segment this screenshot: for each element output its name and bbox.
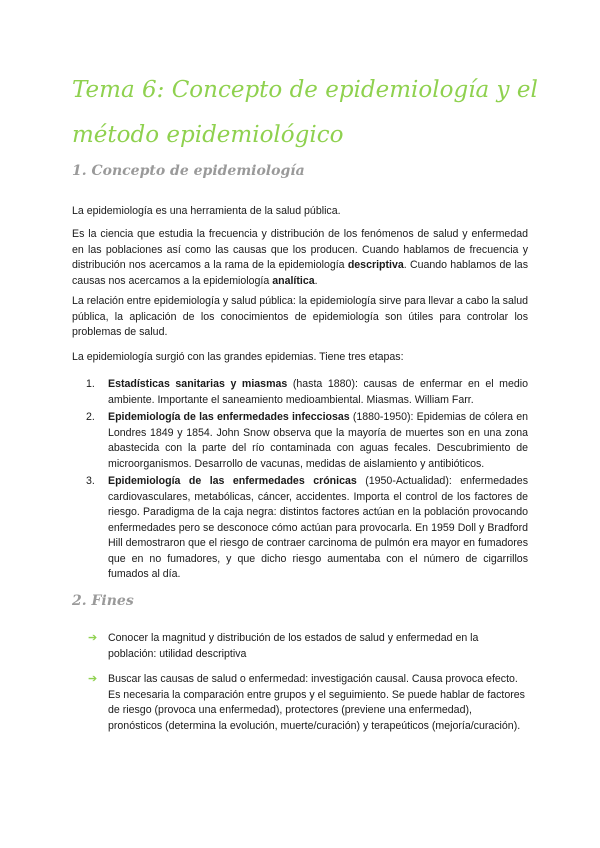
definition-bold-analitica: analítica — [272, 274, 315, 287]
stage-number: 2. — [86, 411, 95, 423]
fines-item — [72, 631, 528, 662]
section-heading-concepto: 1. Concepto de epidemiología — [72, 163, 305, 179]
fines-item-text: Conocer la magnitud y distribución de los estados de salud y enfermedad en la población: utilidad descriptiva — [108, 632, 479, 660]
stage-title: Estadísticas sanitarias y miasmas — [108, 378, 288, 390]
stages-list — [72, 377, 528, 585]
stage-item — [72, 377, 528, 408]
paragraph-intro: La epidemiología es una herramienta de la salud pública. — [72, 205, 341, 217]
definition-text-a: Es la ciencia que estudia la frecuencia y distribución de los fenómenos de salud y enfermedad en las poblaciones así como las causas que los producen. Cuando hablamos de frecuencia y distribución nos acercamos a la rama de la epidemiología — [72, 228, 528, 271]
fines-list — [72, 631, 528, 744]
paragraph-definition — [72, 227, 528, 289]
stage-number: 1. — [86, 378, 95, 390]
stage-text: (hasta 1880): causas de enfermar en el medio ambiente. Importante el saneamiento medioambiental. Miasmas. William Farr. — [108, 378, 528, 406]
definition-text-e: . — [314, 274, 318, 287]
fines-item-text: Buscar las causas de salud o enfermedad: investigación causal. Causa provoca efecto. Es necesaria la comparación entre grupos y el seguimiento. Se puede hablar de factores de riesgo (provoca una enfermedad), protectores (previene una enfermedad), pronósticos (determina la evolución, muerte/curación) y terapeúticos (mejoría/curación). — [108, 673, 525, 732]
arrow-right-icon: ➔ — [88, 673, 98, 685]
fines-item — [72, 672, 528, 734]
section-heading-fines: 2. Fines — [72, 593, 134, 609]
stage-text: (1880-1950): Epidemias de cólera en Londres 1849 y 1854. John Snow observa que la mayoría de muertes son en una zona abastecida con la parte del río contaminada con aguas fecales. Descubrimiento de microorganismos. Desarrollo de vacunas, medidas de aislamiento y antibióticos. — [108, 411, 528, 470]
stage-item — [72, 474, 528, 583]
stage-number: 3. — [86, 475, 95, 487]
stage-item — [72, 410, 528, 472]
stage-text: (1950-Actualidad): enfermedades cardiovasculares, metabólicas, cáncer, accidentes. Importa el control de los factores de riesgo. Paradigma de la caja negra: distintos factores actúan en la población provocando enfermedades pero se desconoce cómo actúan para provocarla. En 1959 Doll y Bradford Hill demostraron que el riesgo de contraer carcinoma de pulmón era mayor en fumadores que en no fumadores, y que dicho riesgo aumentaba con el número de cigarrillos fumados al día. — [108, 475, 528, 580]
stage-title: Epidemiología de las enfermedades crónicas — [108, 475, 357, 487]
definition-text-c: . Cuando hablamos de las causas nos acercamos a la epidemiología — [72, 259, 528, 287]
paragraph-stages-intro: La epidemiología surgió con las grandes epidemias. Tiene tres etapas: — [72, 351, 404, 363]
paragraph-relation: La relación entre epidemiología y salud pública: la epidemiología sirve para llevar a cabo la salud pública, la aplicación de los conocimientos de epidemiología son útiles para controlar los problemas de salud. — [72, 295, 528, 338]
page-title: Tema 6: Concepto de epidemiología y el método epidemiológico — [72, 77, 538, 148]
definition-bold-descriptiva: descriptiva — [347, 259, 404, 271]
stage-title: Epidemiología de las enfermedades infecciosas — [108, 411, 350, 423]
arrow-right-icon: ➔ — [88, 632, 98, 644]
